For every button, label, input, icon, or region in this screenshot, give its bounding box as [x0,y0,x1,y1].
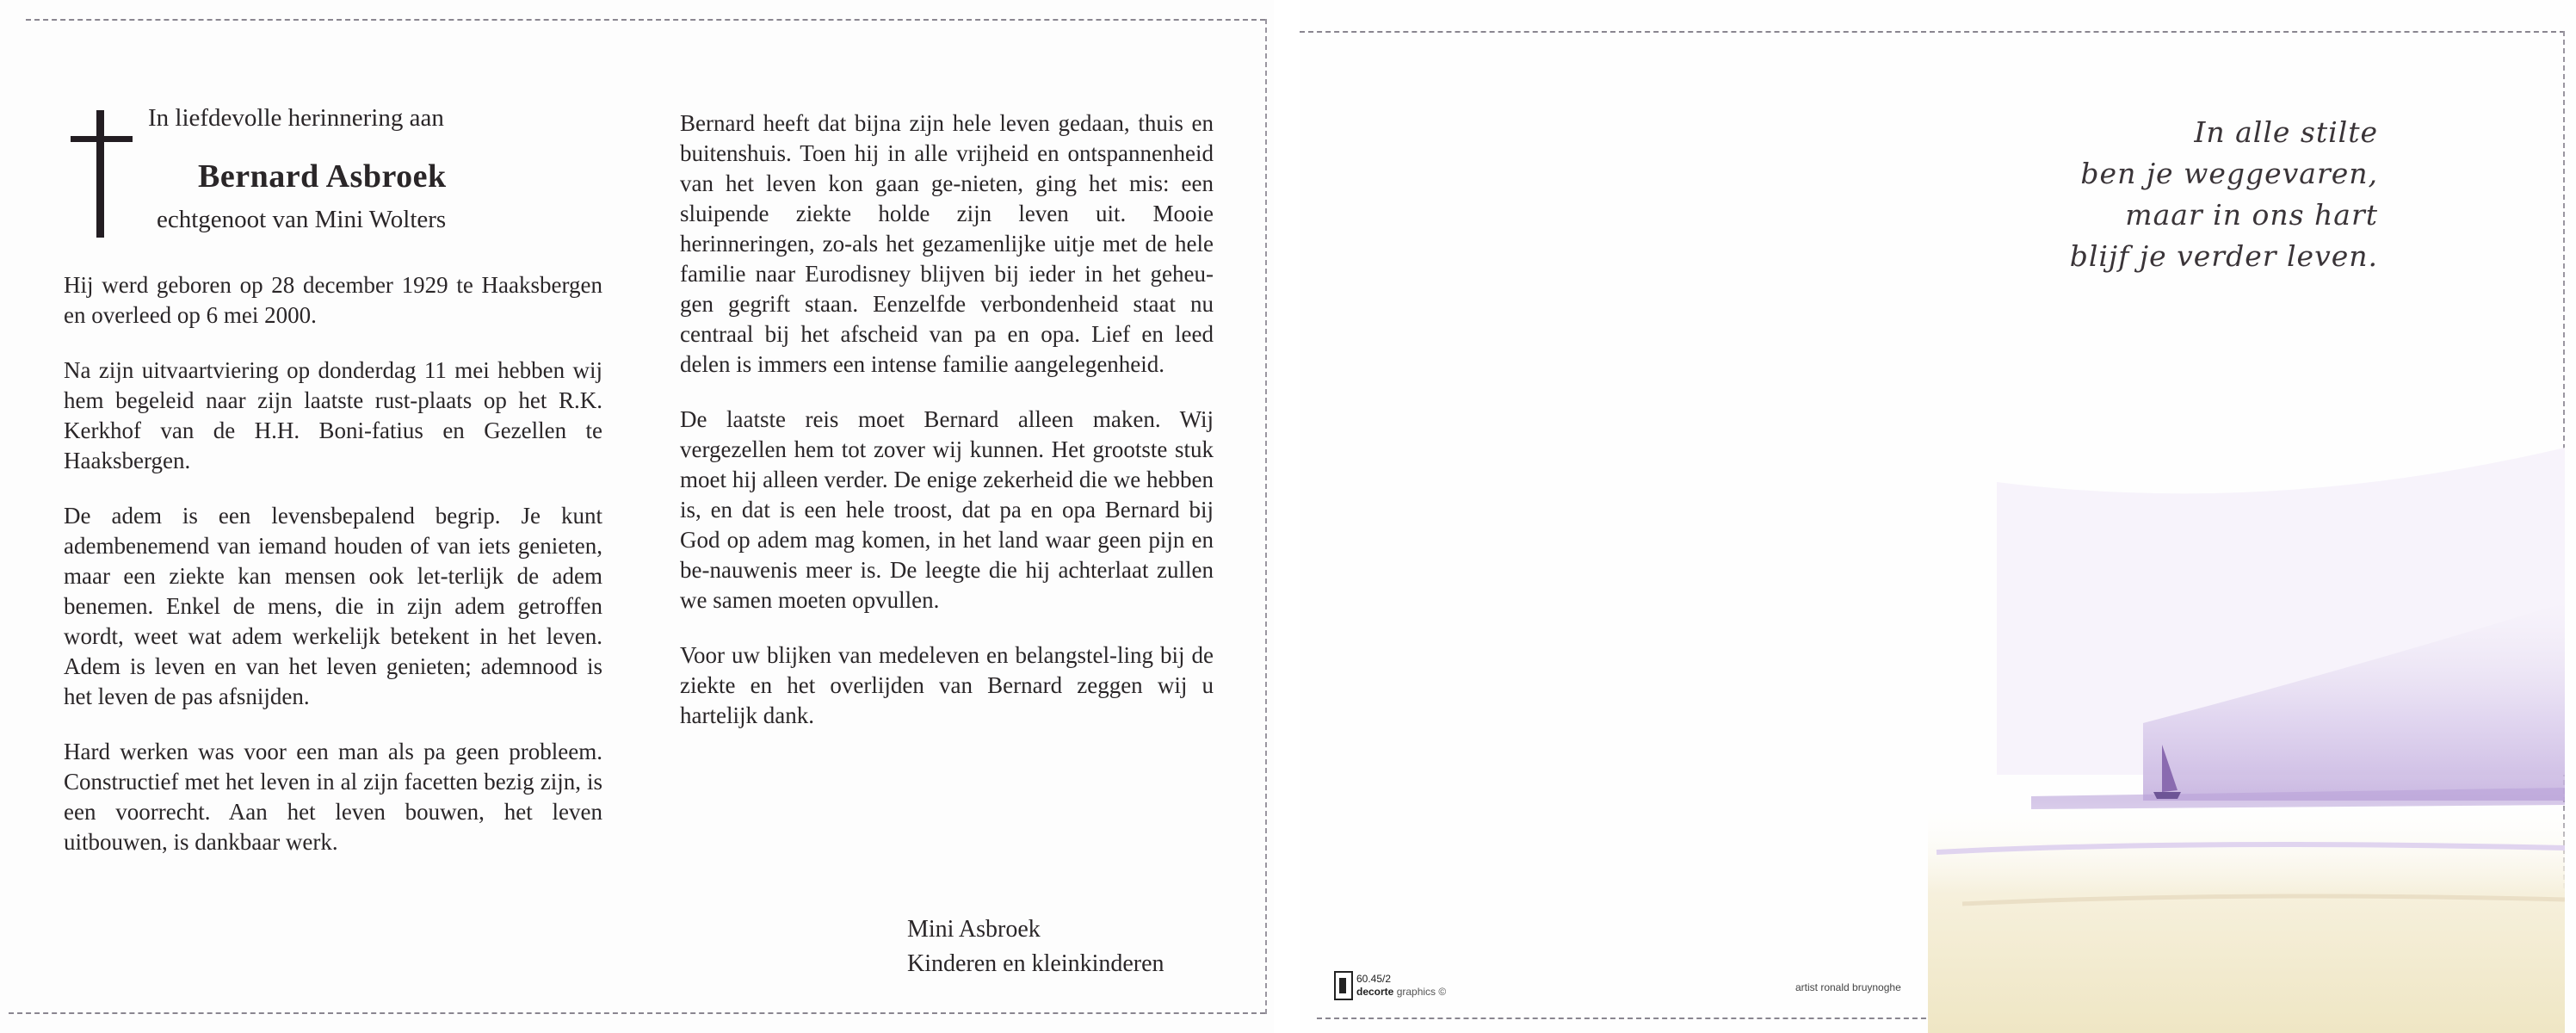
publisher-imprint [1356,973,1446,999]
top-edge [26,19,1265,21]
publisher-name: decorte [1356,986,1394,998]
publisher-logo-icon [1334,971,1353,1000]
cross-icon [96,110,104,238]
artist-credit: artist ronald bruynoghe [1795,981,1901,993]
paragraph: De laatste reis moet Bernard alleen maken. Wij vergezellen hem tot zover wij kunnen. Het grootste stuk moet hij alleen verder. De enige zekerheid die we hebben is, en dat is een hele troost, dat pa en opa Bernard bij God op adem mag komen, in het land waar geen pijn en be-nauwenis meer is. De leegte die hij achterlaat zullen we samen moeten opvullen. [680,406,1214,613]
poem-line: In alle stilte [2194,115,2378,149]
left-column [64,90,602,857]
left-page [0,0,1274,1033]
seascape-illustration [1928,0,2565,1033]
bottom-edge [9,1012,1265,1014]
paragraph: Hard werken was voor een man als pa geen probleem. Constructief met het leven in al zijn facetten bezig zijn, is een voorrecht. Aan het leven bouwen, het leven uitbouwen, is dankbaar werk. [64,739,602,855]
deceased-name: Bernard Asbroek [198,158,447,195]
paragraph: Voor uw blijken van medeleven en belangstel-ling bij de ziekte en het overlijden van Bernard zeggen wij u hartelijk dank. [680,642,1214,728]
card-header [64,90,602,270]
paragraph: De adem is een levensbepalend begrip. Je kunt adembenemend van iemand houden of van iets genieten, maar een ziekte kan mensen ook let-terlijk de adem benemen. Enkel de mens, die in zijn adem getroffen wordt, weet wat adem werkelijk betekent in het leven. Adem is leven en van het leven genieten; ademnood is het leven de pas afsnijden. [64,503,602,709]
fold-edge [1265,19,1267,1014]
signature-line: Mini Asbroek [907,916,1041,943]
right-column [680,108,1214,731]
product-code: 60.45/2 [1356,973,1392,985]
poem-line: blijf je verder leven. [2069,239,2378,273]
poem-line: ben je weggevaren, [2080,157,2378,190]
paragraph: Bernard heeft dat bijna zijn hele leven gedaan, thuis en buitenshuis. Toen hij in alle vrijheid en ontspannenheid van het leven kon gaan ge-nieten, ging het mis: een sluipende ziekte holde zijn leven uit. Mooie herinneringen, zo-als het gezamenlijke uitje met de hele familie naar Eurodisney blijven bij ieder in het geheu-gen gegrift staan. Eenzelfde verbondenheid staat nu centraal bij het afscheid van pa en opa. Lief en leed delen is immers een intense familie aangelegenheid. [680,110,1214,377]
cross-icon-bar [71,136,133,142]
signature-line: Kinderen en kleinkinderen [907,950,1164,977]
signature [907,912,1164,981]
poem-line: maar in ons hart [2125,198,2378,232]
publisher-suffix: graphics © [1396,986,1447,998]
spouse-text: echtgenoot van Mini Wolters [157,206,447,233]
beach [1928,801,2565,1033]
paragraph: Na zijn uitvaartviering op donderdag 11 mei hebben wij hem begeleid naar zijn laatste rust-plaats op het R.K. Kerkhof van de H.H. Boni-fatius en Gezellen te Haaksbergen. [64,357,602,473]
boat-hull [2153,792,2181,799]
paragraph: Hij werd geboren op 28 december 1929 te Haaksbergen en overleed op 6 mei 2000. [64,272,602,328]
intro-text: In liefdevolle herinnering aan [148,104,444,132]
right-page [1300,0,2576,1033]
